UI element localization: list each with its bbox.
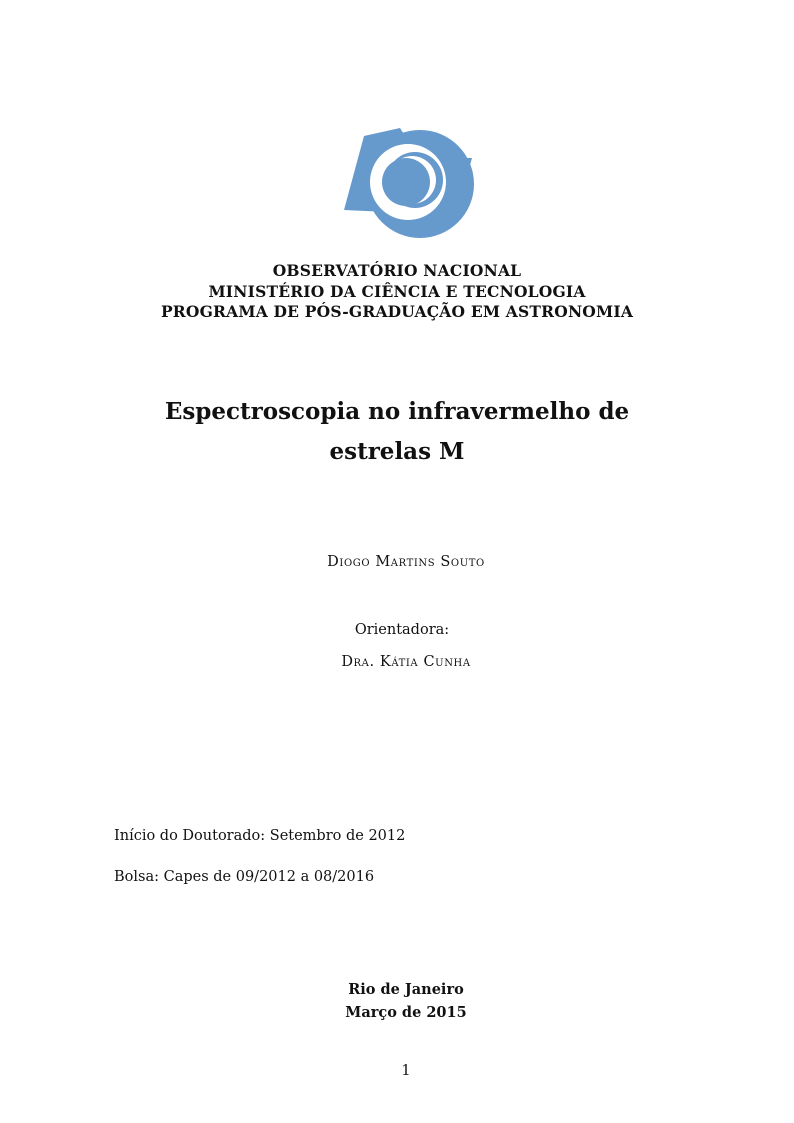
city: Rio de Janeiro [348,981,464,998]
date: Março de 2015 [345,1003,467,1021]
ministry-name: MINISTÉRIO DA CIÊNCIA E TECNOLOGIA [208,281,586,301]
doctorate-start-info: Início do Doutorado: Setembro de 2012 [114,828,406,844]
advisor-label: Orientadora: [354,622,450,638]
page-number: 1 [401,1063,411,1079]
institution-name: OBSERVATÓRIO NACIONAL [272,261,522,280]
program-name: PROGRAMA DE PÓS-GRADUAÇÃO EM ASTRONOMIA [160,302,634,321]
place-and-date [0,979,794,1024]
observatorio-nacional-logo [336,120,476,240]
thesis-title [0,392,794,472]
advisor-name: Dra. Kátia Cunha [341,654,471,670]
title-line-1: Espectroscopia no infravermelho de [164,398,630,425]
institution-header [0,261,794,323]
grant-info: Bolsa: Capes de 09/2012 a 08/2016 [114,869,375,885]
author-name: Diogo Martins Souto [327,554,485,570]
title-line-2: estrelas M [329,438,465,465]
